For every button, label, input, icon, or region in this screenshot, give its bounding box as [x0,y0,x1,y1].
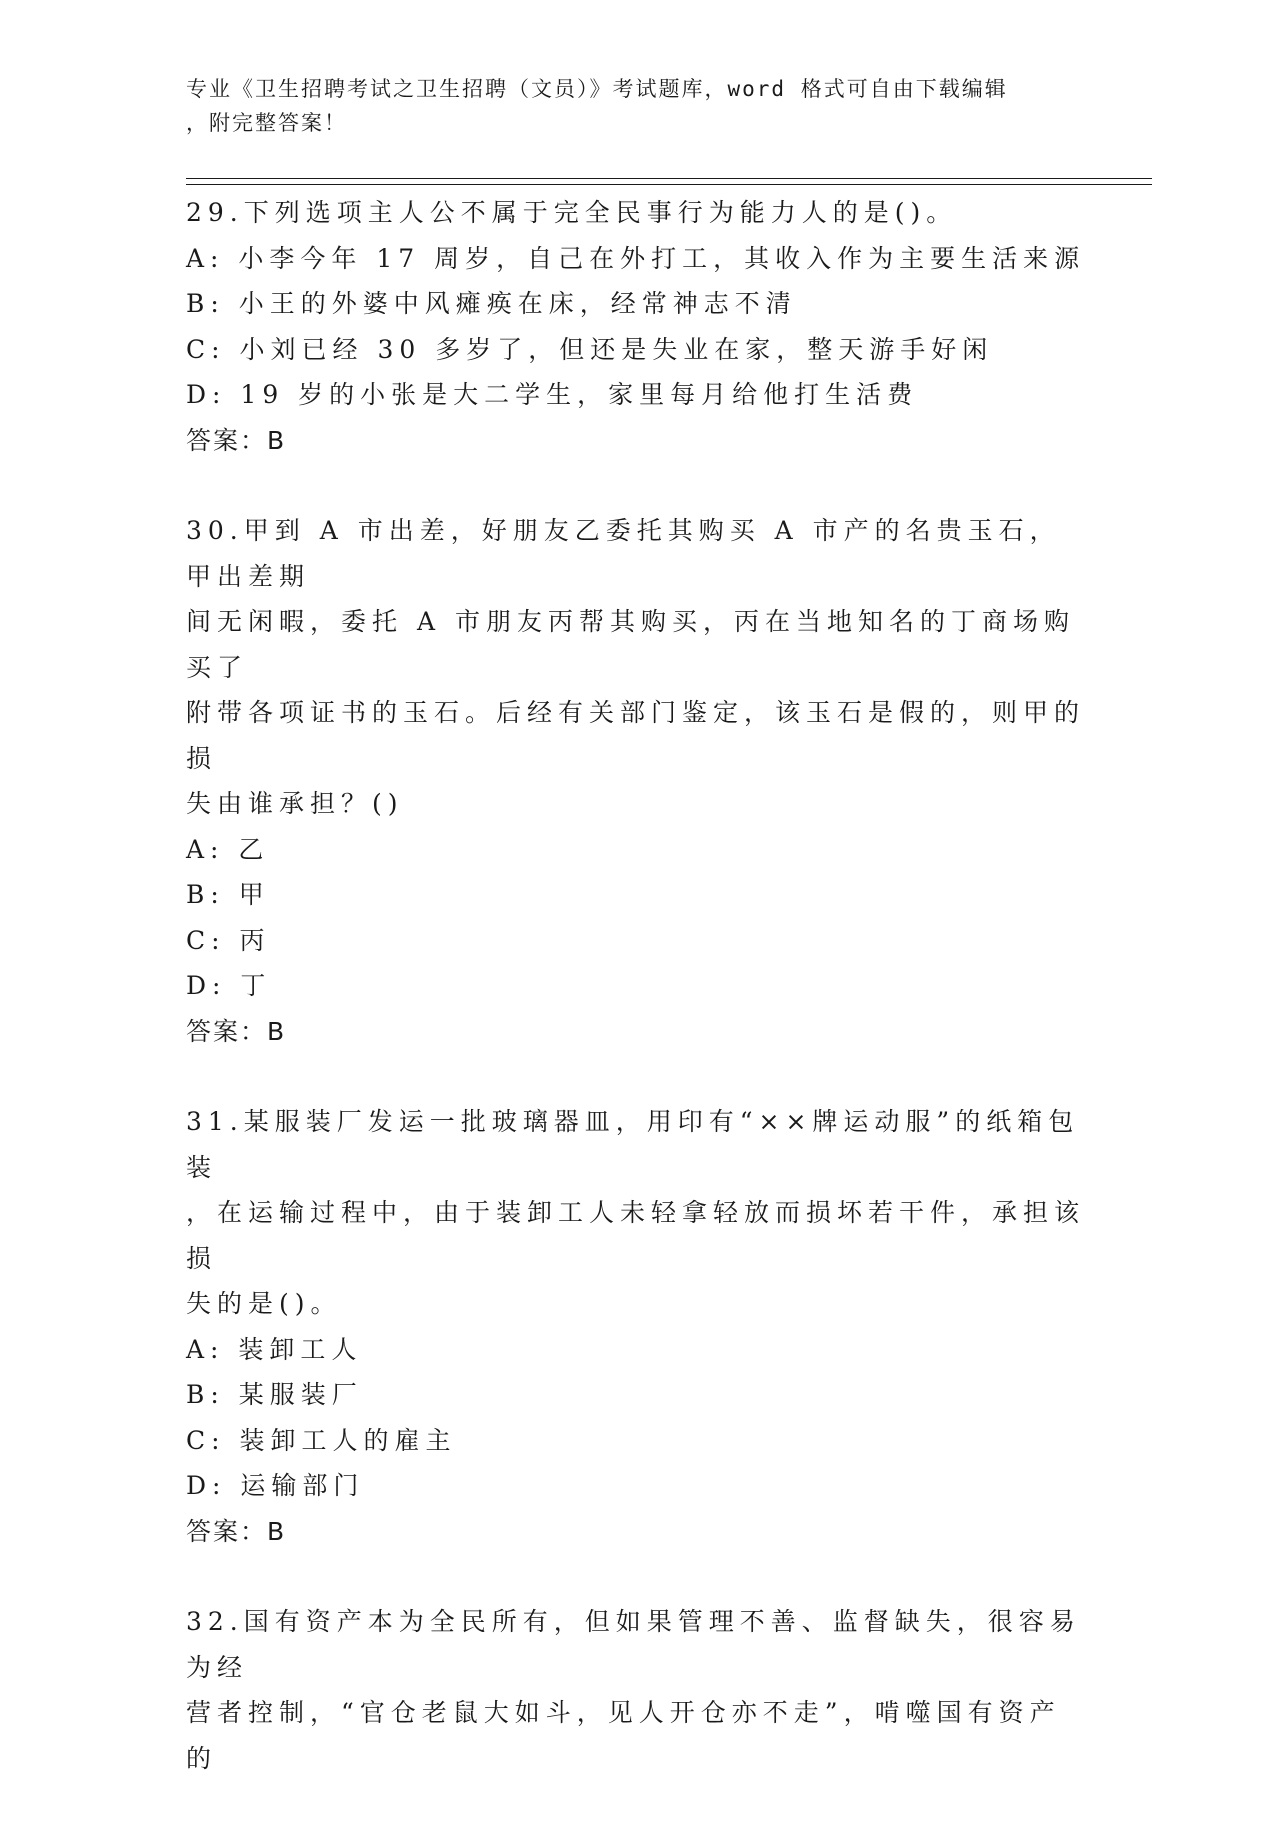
header-line-1: 专业《卫生招聘考试之卫生招聘（文员）》考试题库，word 格式可自由下载编辑 [186,77,1008,101]
answer-key: 答案：B [186,1016,287,1046]
document-header [186,72,1066,140]
answer-option: A: 装卸工人 [186,1334,363,1364]
question-text: 营者控制，“官仓老鼠大如斗，见人开仓亦不走”，啃噬国有资产的 [186,1698,1061,1773]
question-block [186,190,1086,463]
question-block [186,1099,1086,1554]
answer-option: A: 小李今年 17 周岁，自己在外打工，其收入作为主要生活来源 [186,243,1086,273]
header-divider-bottom [186,184,1152,185]
header-divider-top [186,178,1152,179]
answer-option: D: 运输部门 [186,1471,365,1500]
answer-option: B: 甲 [186,880,270,909]
answer-option: C: 小刘已经 30 多岁了，但还是失业在家，整天游手好闲 [186,334,994,364]
question-text: 失的是()。 [186,1289,342,1318]
question-text: 附带各项证书的玉石。后经有关部门鉴定，该玉石是假的，则甲的损 [186,698,1086,773]
question-text: 失由谁承担？() [186,789,404,818]
answer-key: 答案：B [186,425,287,455]
answer-option: C: 丙 [186,925,271,955]
question-text: 29.下列选项主人公不属于完全民事行为能力人的是()。 [186,198,958,227]
question-text: ，在运输过程中，由于装卸工人未轻拿轻放而损坏若干件，承担该损 [186,1198,1086,1273]
question-text: 31.某服装厂发运一批玻璃器皿，用印有“××牌运动服”的纸箱包装 [186,1107,1080,1182]
question-text: 30.甲到 A 市出差，好朋友乙委托其购买 A 市产的名贵玉石，甲出差期 [186,516,1061,591]
answer-option: A: 乙 [186,834,270,864]
answer-option: B: 某服装厂 [186,1380,363,1409]
answer-option: C: 装卸工人的雇主 [186,1425,457,1455]
header-line-2: ，附完整答案！ [186,111,347,135]
question-list [186,190,1086,1826]
question-text: 32.国有资产本为全民所有，但如果管理不善、监督缺失，很容易为经 [186,1607,1081,1682]
answer-key: 答案：B [186,1516,287,1546]
question-block [186,1599,1086,1781]
question-text: 间无闲暇，委托 A 市朋友丙帮其购买，丙在当地知名的丁商场购买了 [186,607,1075,682]
answer-option: D: 丁 [186,971,272,1000]
answer-option: B: 小王的外婆中风瘫痪在床，经常神志不清 [186,289,797,318]
question-block [186,508,1086,1054]
answer-option: D: 19 岁的小张是大二学生，家里每月给他打生活费 [186,380,919,409]
